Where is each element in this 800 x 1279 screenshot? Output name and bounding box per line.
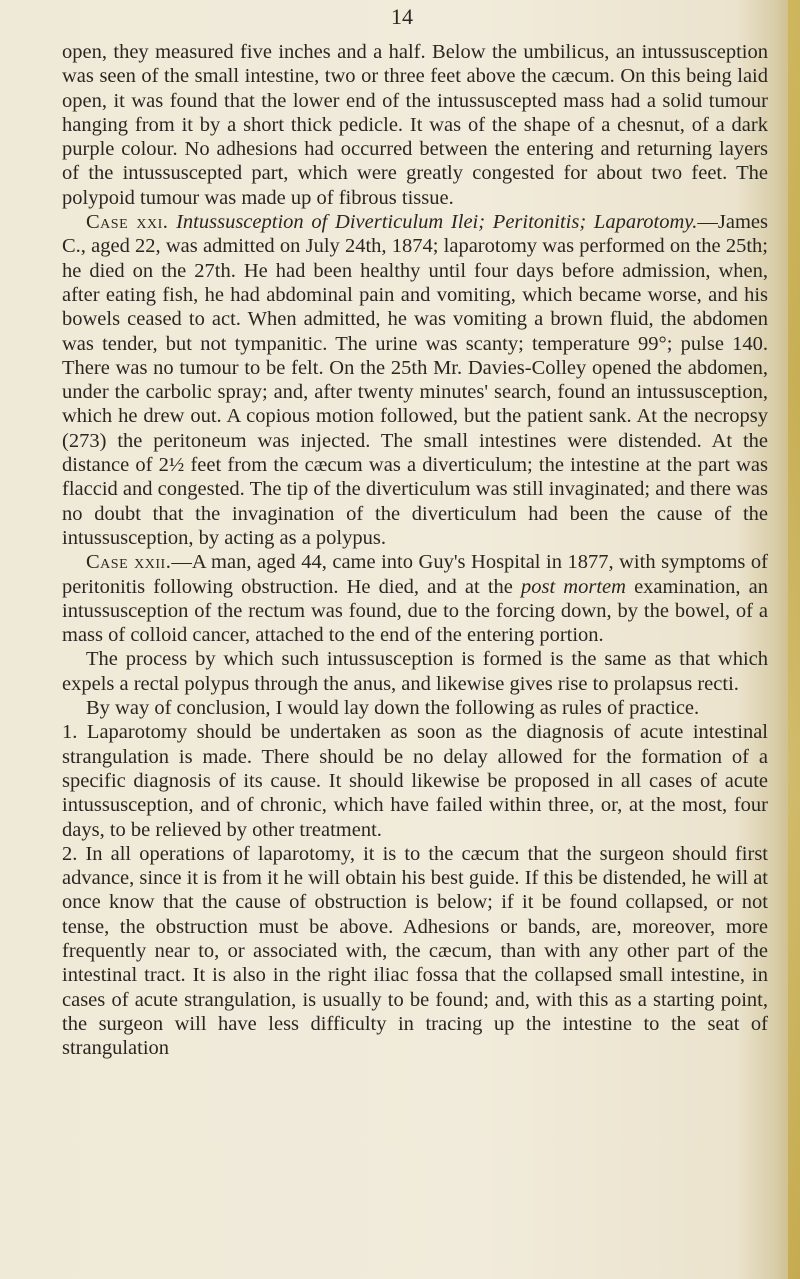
- conclusion-paragraph: By way of conclusion, I would lay down the following as rules of practice.: [86, 697, 700, 720]
- page-edge: [788, 0, 800, 1279]
- paragraph-continuation: open, they measured five inches and a half. Below the umbilicus, an intussusception was seen of the small intestine, two or three feet above the cæcum. On this being laid open, it was found that the lower end of the intussuscepted mass had a solid tumour hanging from it by a short thick pedicle. It was of the shape of a chesnut, of a dark purple colour. No adhesions had occurred between the entering and returning layers of the intussuscepted part, which were greatly congested for about two feet. The polypoid tumour was made up of fibrous tissue.: [62, 41, 768, 209]
- case-22-paragraph: [62, 550, 768, 647]
- rule-2: 2. In all operations of laparotomy, it is to the cæcum that the surgeon should first advance, since it is from it he will obtain his best guide. If this be distended, he will at once know that the cause of obstruction is below; if it be found collapsed, or not tense, the obstruction must be above. Adhesions or bands, are, moreover, more frequently near to, or associated with, the cæcum, than with any other part of the intestinal tract. It is also in the right iliac fossa that the collapsed small intestine, in cases of acute strangulation, is usually to be found; and, with this as a starting point, the surgeon will have less difficulty in tracing up the intestine to the seat of strangulation: [62, 842, 768, 1060]
- case-21-paragraph: [62, 210, 768, 550]
- case-22-label: Case xxii.: [86, 551, 172, 574]
- rule-1: 1. Laparotomy should be undertaken as soon as the diagnosis of acute intestinal strangulation is made. There should be no delay allowed for the formation of a specific diagnosis of its cause. It should likewise be proposed in all cases of acute intussusception, and of chronic, which have failed within three, or, at the most, four days, to be relieved by other treatment.: [62, 721, 768, 841]
- case-21-title: Intussusception of Diverticulum Ilei; Peritonitis; Laparotomy.: [176, 211, 698, 234]
- case-21-label: Case xxi.: [86, 211, 169, 234]
- process-paragraph: The process by which such intussusception is formed is the same as that which expels a rectal polypus through the anus, and likewise gives rise to prolapsus recti.: [62, 648, 768, 695]
- case-22-italic: post mortem: [521, 575, 626, 598]
- case-22-body-end: examination, an intussusception of the rectum was found, due to the forcing down, by the bowel, of a mass of colloid cancer, attached to the end of the entering portion.: [62, 575, 768, 647]
- body-text: [62, 40, 768, 1060]
- case-21-body: —James C., aged 22, was admitted on July 24th, 1874; laparotomy was performed on the 25th; he died on the 27th. He had been healthy until four days before admission, when, after eating fish, he had abdominal pain and vomiting, which became worse, and his bowels ceased to act. When admitted, he was vomiting a brown fluid, the abdomen was tender, but not tympanitic. The urine was scanty; temperature 99°; pulse 140. There was no tumour to be felt. On the 25th Mr. Davies-Colley opened the abdomen, under the carbolic spray; and, after twenty minutes' search, found an intussusception, which he drew out. A copious motion followed, but the patient sank. At the necropsy (273) the peritoneum was injected. The small intestines were distended. At the distance of 2½ feet from the cæcum was a diverticulum; the intestine at the part was flaccid and congested. The tip of the diverticulum was still invaginated; and there was no doubt that the invagination of the diverticulum had been the cause of the intussusception, by acting as a polypus.: [62, 211, 768, 549]
- page-number: 14: [391, 4, 413, 29]
- case-22-body-start: —A man, aged 44, came into Guy's Hospital in 1877, with symptoms of peritonitis following obstruction. He died, and at the: [62, 551, 768, 598]
